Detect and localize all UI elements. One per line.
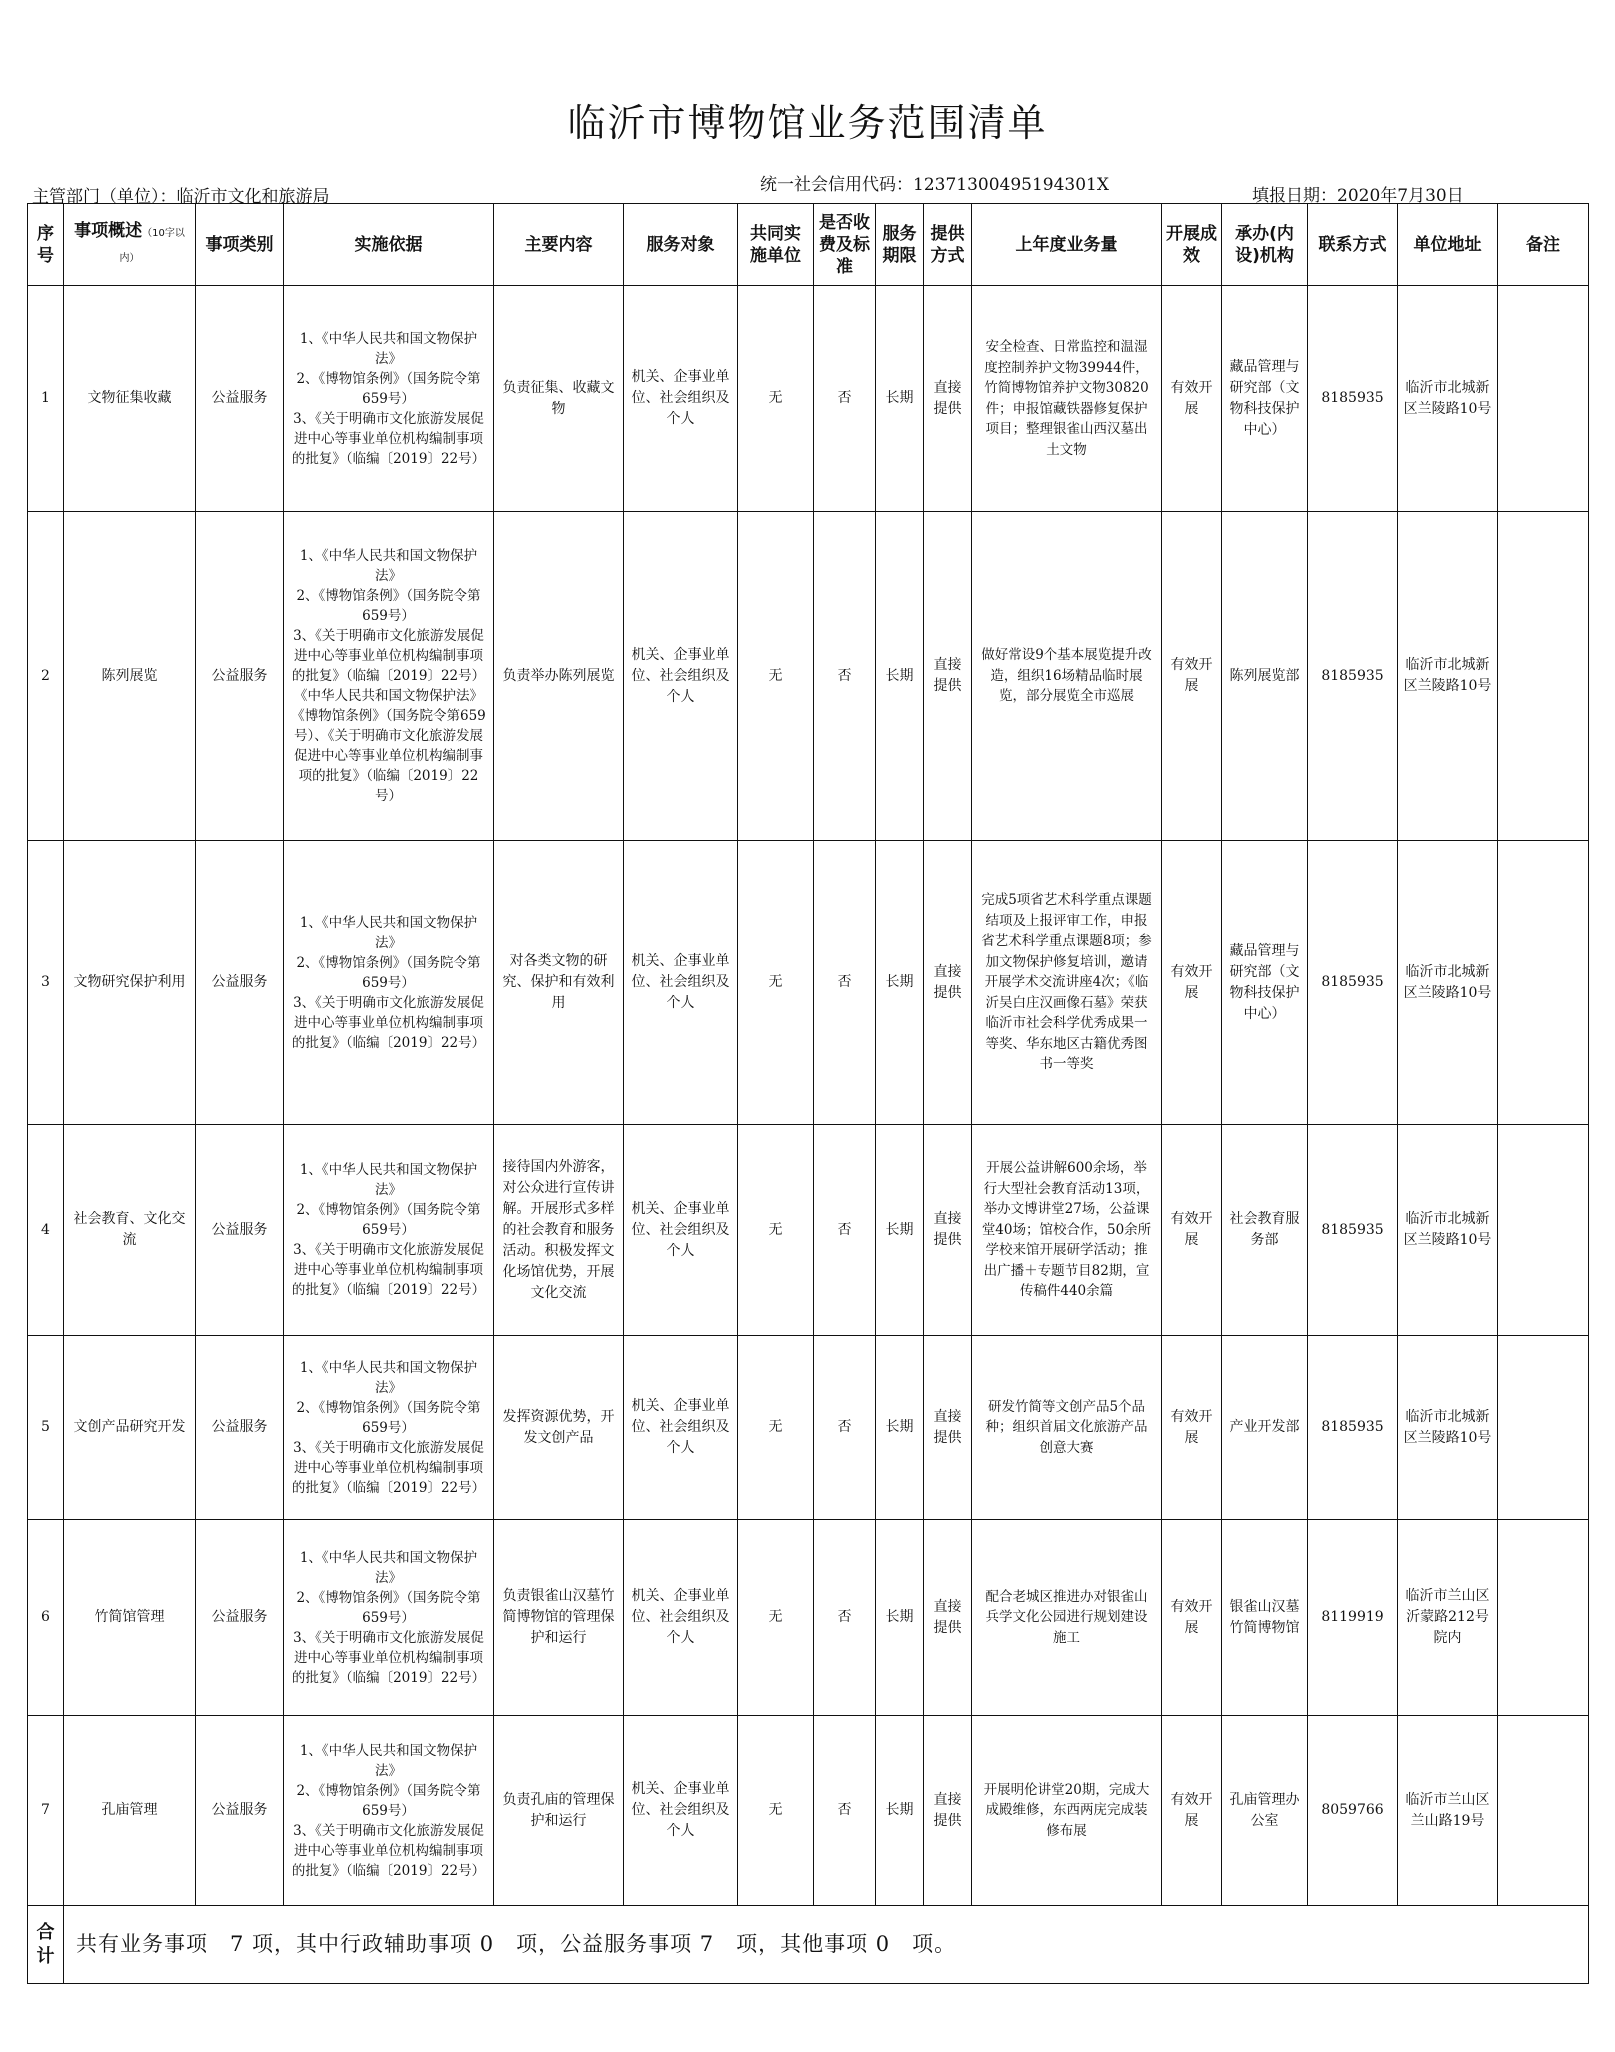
cell-amount: 开展公益讲解600余场，举行大型社会教育活动13项，举办文博讲堂27场，公益课堂40场；馆校合作，50余所学校来馆开展研学活动；推出广播＋专题节目82期，宣传稿件440余篇 — [972, 1125, 1162, 1336]
cell-target: 机关、企事业单位、社会组织及个人 — [624, 1716, 738, 1906]
cell-result: 有效开展 — [1162, 1336, 1222, 1520]
cell-target: 机关、企事业单位、社会组织及个人 — [624, 1336, 738, 1520]
cell-content: 接待国内外游客，对公众进行宣传讲解。开展形式多样的社会教育和服务活动。积极发挥文化场馆优势，开展文化交流 — [494, 1125, 624, 1336]
cell-remark — [1498, 286, 1589, 512]
cell-target: 机关、企事业单位、社会组织及个人 — [624, 286, 738, 512]
cell-item: 孔庙管理 — [64, 1716, 196, 1906]
cell-remark — [1498, 1125, 1589, 1336]
header-amount: 上年度业务量 — [972, 204, 1162, 286]
header-phone: 联系方式 — [1308, 204, 1398, 286]
cell-type: 公益服务 — [196, 1125, 284, 1336]
business-scope-table — [27, 203, 1589, 1984]
cell-fee: 否 — [814, 512, 876, 841]
cell-type: 公益服务 — [196, 1716, 284, 1906]
header-item-label: 事项概述 — [74, 220, 143, 241]
table-row — [28, 286, 1589, 512]
header-content: 主要内容 — [494, 204, 624, 286]
cell-fee: 否 — [814, 1336, 876, 1520]
header-fee: 是否收费及标准 — [814, 204, 876, 286]
total-label: 合计 — [28, 1906, 64, 1984]
cell-target: 机关、企事业单位、社会组织及个人 — [624, 1125, 738, 1336]
cell-remark — [1498, 1336, 1589, 1520]
cell-type: 公益服务 — [196, 841, 284, 1125]
cell-address: 临沂市兰山区兰山路19号 — [1398, 1716, 1498, 1906]
cell-basis: 1、《中华人民共和国文物保护法》 2、《博物馆条例》（国务院令第659号） 3、《关于明确市文化旅游发展促进中心等事业单位机构编制事项的批复》（临编〔2019〕22号） — [284, 1520, 494, 1716]
cell-item: 陈列展览 — [64, 512, 196, 841]
cell-type: 公益服务 — [196, 1336, 284, 1520]
cell-phone: 8185935 — [1308, 841, 1398, 1125]
report-date-value: 2020年7月30日 — [1337, 186, 1464, 206]
credit-code-value: 12371300495194301X — [913, 175, 1109, 195]
table-row — [28, 512, 1589, 841]
cell-seq: 7 — [28, 1716, 64, 1906]
cell-target: 机关、企事业单位、社会组织及个人 — [624, 841, 738, 1125]
header-seq: 序号 — [28, 204, 64, 286]
cell-remark — [1498, 1520, 1589, 1716]
cell-seq: 6 — [28, 1520, 64, 1716]
cell-item: 文物研究保护利用 — [64, 841, 196, 1125]
cell-seq: 4 — [28, 1125, 64, 1336]
cell-fee: 否 — [814, 1716, 876, 1906]
cell-result: 有效开展 — [1162, 1125, 1222, 1336]
cell-period: 长期 — [876, 1336, 924, 1520]
cell-content: 负责孔庙的管理保护和运行 — [494, 1716, 624, 1906]
cell-address: 临沂市北城新区兰陵路10号 — [1398, 286, 1498, 512]
page-title: 临沂市博物馆业务范围清单 — [567, 101, 1048, 145]
cell-phone: 8185935 — [1308, 1125, 1398, 1336]
cell-address: 临沂市北城新区兰陵路10号 — [1398, 841, 1498, 1125]
cell-item: 竹简馆管理 — [64, 1520, 196, 1716]
cell-org: 银雀山汉墓竹简博物馆 — [1222, 1520, 1308, 1716]
cell-org: 藏品管理与研究部（文物科技保护中心） — [1222, 286, 1308, 512]
cell-fee: 否 — [814, 1520, 876, 1716]
credit-code-label: 统一社会信用代码： — [760, 175, 913, 195]
cell-address: 临沂市北城新区兰陵路10号 — [1398, 1336, 1498, 1520]
table-row — [28, 841, 1589, 1125]
cell-content: 发挥资源优势，开发文创产品 — [494, 1336, 624, 1520]
cell-joint: 无 — [738, 841, 814, 1125]
cell-basis: 1、《中华人民共和国文物保护法》 2、《博物馆条例》（国务院令第659号） 3、《关于明确市文化旅游发展促进中心等事业单位机构编制事项的批复》（临编〔2019〕22号） — [284, 286, 494, 512]
cell-amount: 配合老城区推进办对银雀山兵学文化公园进行规划建设施工 — [972, 1520, 1162, 1716]
cell-amount: 研发竹简等文创产品5个品种；组织首届文化旅游产品创意大赛 — [972, 1336, 1162, 1520]
cell-phone: 8119919 — [1308, 1520, 1398, 1716]
cell-method: 直接提供 — [924, 1716, 972, 1906]
cell-org: 社会教育服务部 — [1222, 1125, 1308, 1336]
header-row — [28, 204, 1589, 286]
report-date-label: 填报日期： — [1252, 186, 1337, 206]
cell-org: 陈列展览部 — [1222, 512, 1308, 841]
cell-result: 有效开展 — [1162, 1716, 1222, 1906]
header-org: 承办(内设)机构 — [1222, 204, 1308, 286]
cell-address: 临沂市北城新区兰陵路10号 — [1398, 512, 1498, 841]
dept-label: 主管部门（单位）： — [32, 187, 177, 207]
cell-type: 公益服务 — [196, 512, 284, 841]
cell-amount: 做好常设9个基本展览提升改造，组织16场精品临时展览，部分展览全市巡展 — [972, 512, 1162, 841]
cell-result: 有效开展 — [1162, 841, 1222, 1125]
cell-phone: 8059766 — [1308, 1716, 1398, 1906]
cell-item: 社会教育、文化交流 — [64, 1125, 196, 1336]
cell-amount: 开展明伦讲堂20期，完成大成殿维修，东西两庑完成装修布展 — [972, 1716, 1162, 1906]
header-method: 提供方式 — [924, 204, 972, 286]
table-row — [28, 1716, 1589, 1906]
cell-method: 直接提供 — [924, 1125, 972, 1336]
cell-period: 长期 — [876, 1520, 924, 1716]
cell-content: 负责征集、收藏文物 — [494, 286, 624, 512]
cell-period: 长期 — [876, 1716, 924, 1906]
cell-type: 公益服务 — [196, 1520, 284, 1716]
cell-basis: 1、《中华人民共和国文物保护法》 2、《博物馆条例》（国务院令第659号） 3、《关于明确市文化旅游发展促进中心等事业单位机构编制事项的批复》（临编〔2019〕22号） — [284, 841, 494, 1125]
cell-result: 有效开展 — [1162, 1520, 1222, 1716]
cell-target: 机关、企事业单位、社会组织及个人 — [624, 512, 738, 841]
cell-seq: 3 — [28, 841, 64, 1125]
cell-basis: 1、《中华人民共和国文物保护法》 2、《博物馆条例》（国务院令第659号） 3、《关于明确市文化旅游发展促进中心等事业单位机构编制事项的批复》（临编〔2019〕22号） — [284, 1336, 494, 1520]
cell-period: 长期 — [876, 286, 924, 512]
table-row — [28, 1520, 1589, 1716]
cell-period: 长期 — [876, 841, 924, 1125]
cell-org: 产业开发部 — [1222, 1336, 1308, 1520]
cell-type: 公益服务 — [196, 286, 284, 512]
cell-method: 直接提供 — [924, 1520, 972, 1716]
header-type: 事项类别 — [196, 204, 284, 286]
cell-joint: 无 — [738, 286, 814, 512]
cell-method: 直接提供 — [924, 512, 972, 841]
cell-fee: 否 — [814, 1125, 876, 1336]
cell-item: 文物征集收藏 — [64, 286, 196, 512]
table-row — [28, 1125, 1589, 1336]
cell-seq: 1 — [28, 286, 64, 512]
cell-period: 长期 — [876, 1125, 924, 1336]
header-address: 单位地址 — [1398, 204, 1498, 286]
header-result: 开展成效 — [1162, 204, 1222, 286]
cell-fee: 否 — [814, 286, 876, 512]
cell-target: 机关、企事业单位、社会组织及个人 — [624, 1520, 738, 1716]
cell-joint: 无 — [738, 512, 814, 841]
cell-amount: 完成5项省艺术科学重点课题结项及上报评审工作，申报省艺术科学重点课题8项；参加文物保护修复培训，邀请开展学术交流讲座4次；《临沂吴白庄汉画像石墓》荣获临沂市社会科学优秀成果一等奖、华东地区古籍优秀图书一等奖 — [972, 841, 1162, 1125]
header-basis: 实施依据 — [284, 204, 494, 286]
dept-value: 临沂市文化和旅游局 — [176, 187, 330, 207]
cell-remark — [1498, 1716, 1589, 1906]
cell-amount: 安全检查、日常监控和温湿度控制养护文物39944件，竹简博物馆养护文物30820件；申报馆藏铁器修复保护项目；整理银雀山西汉墓出土文物 — [972, 286, 1162, 512]
cell-content: 负责银雀山汉墓竹简博物馆的管理保护和运行 — [494, 1520, 624, 1716]
cell-address: 临沂市北城新区兰陵路10号 — [1398, 1125, 1498, 1336]
cell-seq: 2 — [28, 512, 64, 841]
cell-phone: 8185935 — [1308, 512, 1398, 841]
cell-basis: 1、《中华人民共和国文物保护法》 2、《博物馆条例》（国务院令第659号） 3、《关于明确市文化旅游发展促进中心等事业单位机构编制事项的批复》（临编〔2019〕22号）《中华人民共和国文物保护法》《博物馆条例》（国务院令第659号）、《关于明确市文化旅游发展促进中心等事业单位机构编制事项的批复》（临编〔2019〕22号） — [284, 512, 494, 841]
cell-joint: 无 — [738, 1520, 814, 1716]
cell-result: 有效开展 — [1162, 286, 1222, 512]
cell-org: 藏品管理与研究部（文物科技保护中心） — [1222, 841, 1308, 1125]
cell-basis: 1、《中华人民共和国文物保护法》 2、《博物馆条例》（国务院令第659号） 3、《关于明确市文化旅游发展促进中心等事业单位机构编制事项的批复》（临编〔2019〕22号） — [284, 1125, 494, 1336]
cell-result: 有效开展 — [1162, 512, 1222, 841]
header-item-note: （10字以内） — [119, 227, 185, 264]
total-text: 共有业务事项 7 项，其中行政辅助事项 0 项，公益服务事项 7 项，其他事项 0 项。 — [64, 1906, 1589, 1984]
cell-seq: 5 — [28, 1336, 64, 1520]
header-period: 服务期限 — [876, 204, 924, 286]
header-joint: 共同实施单位 — [738, 204, 814, 286]
cell-basis: 1、《中华人民共和国文物保护法》 2、《博物馆条例》（国务院令第659号） 3、《关于明确市文化旅游发展促进中心等事业单位机构编制事项的批复》（临编〔2019〕22号） — [284, 1716, 494, 1906]
cell-fee: 否 — [814, 841, 876, 1125]
cell-joint: 无 — [738, 1336, 814, 1520]
cell-item: 文创产品研究开发 — [64, 1336, 196, 1520]
cell-period: 长期 — [876, 512, 924, 841]
credit-code-info — [760, 170, 1109, 195]
cell-joint: 无 — [738, 1716, 814, 1906]
cell-address: 临沂市兰山区沂蒙路212号院内 — [1398, 1520, 1498, 1716]
cell-content: 对各类文物的研究、保护和有效利用 — [494, 841, 624, 1125]
total-row — [28, 1906, 1589, 1984]
cell-remark — [1498, 841, 1589, 1125]
cell-org: 孔庙管理办公室 — [1222, 1716, 1308, 1906]
table-row — [28, 1336, 1589, 1520]
cell-content: 负责举办陈列展览 — [494, 512, 624, 841]
header-remark: 备注 — [1498, 204, 1589, 286]
cell-method: 直接提供 — [924, 1336, 972, 1520]
header-item — [64, 204, 196, 286]
cell-remark — [1498, 512, 1589, 841]
cell-method: 直接提供 — [924, 286, 972, 512]
header-target: 服务对象 — [624, 204, 738, 286]
cell-method: 直接提供 — [924, 841, 972, 1125]
cell-phone: 8185935 — [1308, 1336, 1398, 1520]
cell-phone: 8185935 — [1308, 286, 1398, 512]
cell-joint: 无 — [738, 1125, 814, 1336]
